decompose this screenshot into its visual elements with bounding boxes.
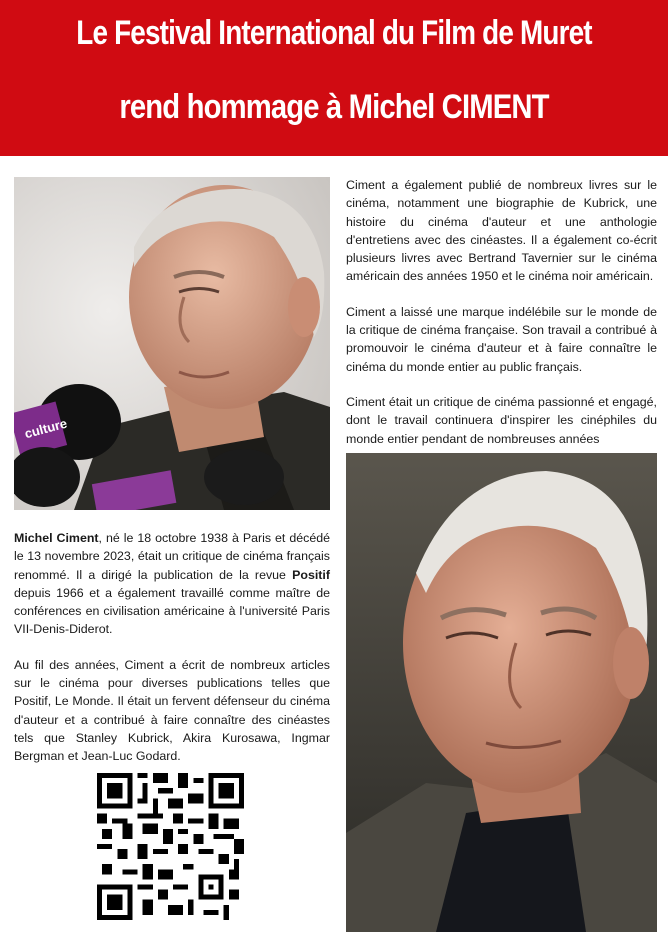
bio-text-b: depuis 1966 et a également travaillé comme maître de conférences en civilisation américaine à l'université Paris VII-Denis-Diderot. [14,585,330,637]
revue-bold: Positif [292,567,330,582]
bio-text-a: , né le 18 octobre 1938 à Paris et décédé le 13 novembre 2023, était un critique de cinéma français renommé. Il a dirigé la publication de la revue [14,531,330,582]
paragraph-career: Au fil des années, Ciment a écrit de nombreux articles sur le cinéma pour diverses publications telles que Positif, Le Monde. Il était un fervent défenseur du cinéma d'auteur et a contribué à faire connaître des cinéastes tels que Stanley Kubrick, Akira Kurosawa, Ingmar Bergman et Jean-Luc Godard. [14,657,330,764]
portrait-illustration-2 [346,453,657,932]
qr-code[interactable] [97,773,244,920]
paragraph-conclusion: Ciment était un critique de cinéma passionné et engagé, dont le travail continuera d'inspirer les cinéphiles du monde entier pendant de nombreuses années [346,394,657,446]
paragraph-publications: Ciment a également publié de nombreux livres sur le cinéma, notamment une biographie de Kubrick, une histoire du cinéma d'auteur et une anthologie d'entretiens avec des cinéastes. Il a également co-écrit plusieurs livres avec Bertrand Tavernier sur le cinéma américain des années 1950 et le cinéma noir américain. [346,178,657,284]
mic-logo-text: culture [22,415,69,442]
right-column-text [346,176,657,465]
page-title-line-1: Le Festival International du Film de Muret [76,14,592,52]
title-banner [0,0,668,156]
paragraph-legacy: Ciment a laissé une marque indélébile sur le monde de la critique de cinéma française. Son travail a contribué à promouvoir le cinéma d'auteur et à faire connaître le cinéma du monde entier au public français. [346,304,657,374]
paragraph-biography [14,529,330,639]
portrait-illustration-1 [14,177,330,510]
name-bold: Michel Ciment [14,531,99,545]
page-title-line-2: rend hommage à Michel CIMENT [119,88,549,126]
left-column-text [14,529,330,783]
portrait-photo-microphones [14,177,330,510]
portrait-photo-closeup [346,453,657,932]
qr-code-icon [97,773,244,920]
